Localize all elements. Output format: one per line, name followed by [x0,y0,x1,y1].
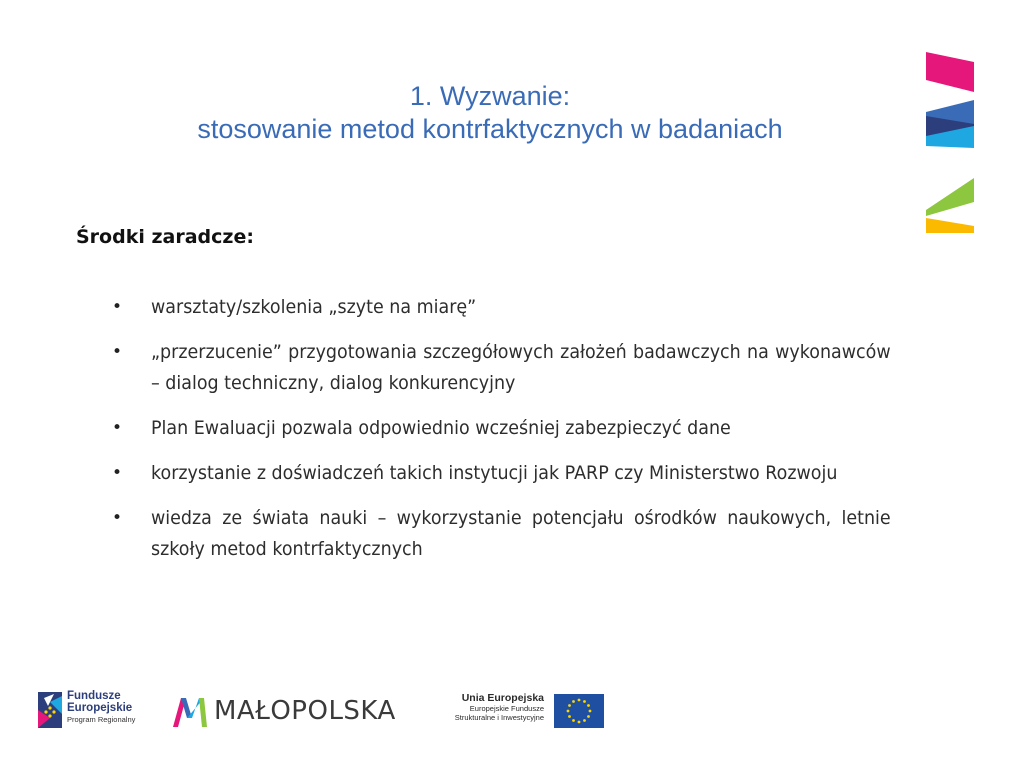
unia-europejska-logo [446,692,606,732]
bullet-text: warsztaty/szkolenia „szyte na miarę” [151,296,477,318]
bullet-dot: • [112,508,123,528]
logo-bar [0,680,1024,740]
bullet-text: „przerzucenie” przygotowania szczegółowych założeń badawczych na wykonawców – dialog techniczny, dialog konkurencyjny [151,341,891,394]
bullet-text: wiedza ze świata nauki – wykorzystanie potencjału ośrodków naukowych, letnie szkoły metod kontrfaktycznych [151,507,891,560]
bullet-item [110,413,892,444]
malopolska-text: MAŁOPOLSKA [214,696,396,726]
stripe-green [926,178,974,216]
eu-flag-icon [554,694,604,728]
slide-title [60,80,920,146]
slide-title-line-2: stosowanie metod kontrfaktycznych w badaniach [197,114,783,144]
bullet-text: korzystanie z doświadczeń takich instytucji jak PARP czy Ministerstwo Rozwoju [151,462,838,484]
bullet-dot: • [112,297,123,317]
bullet-dot: • [112,342,123,362]
decorative-stripes [920,50,976,235]
bullet-item [110,337,892,399]
bullet-item [110,292,892,323]
fundusze-europejskie-logo [36,688,148,732]
bullet-list [110,292,892,565]
bullet-dot: • [112,463,123,483]
section-heading: Środki zaradcze: [76,226,254,248]
bullet-item [110,503,892,565]
stripe-magenta [926,52,974,92]
unia-europejska-text: Unia Europejska Europejskie Fundusze Strukturalne i Inwestycyjne [454,692,544,722]
bullet-dot: • [112,418,123,438]
fundusze-europejskie-text: Fundusze Europejskie Program Regionalny [67,690,136,724]
stripe-yellow [926,218,974,233]
fundusze-europejskie-icon [36,688,64,732]
bullet-text: Plan Ewaluacji pozwala odpowiednio wcześniej zabezpieczyć dane [151,417,731,439]
bullet-item [110,458,892,489]
slide-title-line-1: 1. Wyzwanie: [409,81,571,111]
malopolska-icon [172,694,208,728]
malopolska-logo [172,692,422,732]
